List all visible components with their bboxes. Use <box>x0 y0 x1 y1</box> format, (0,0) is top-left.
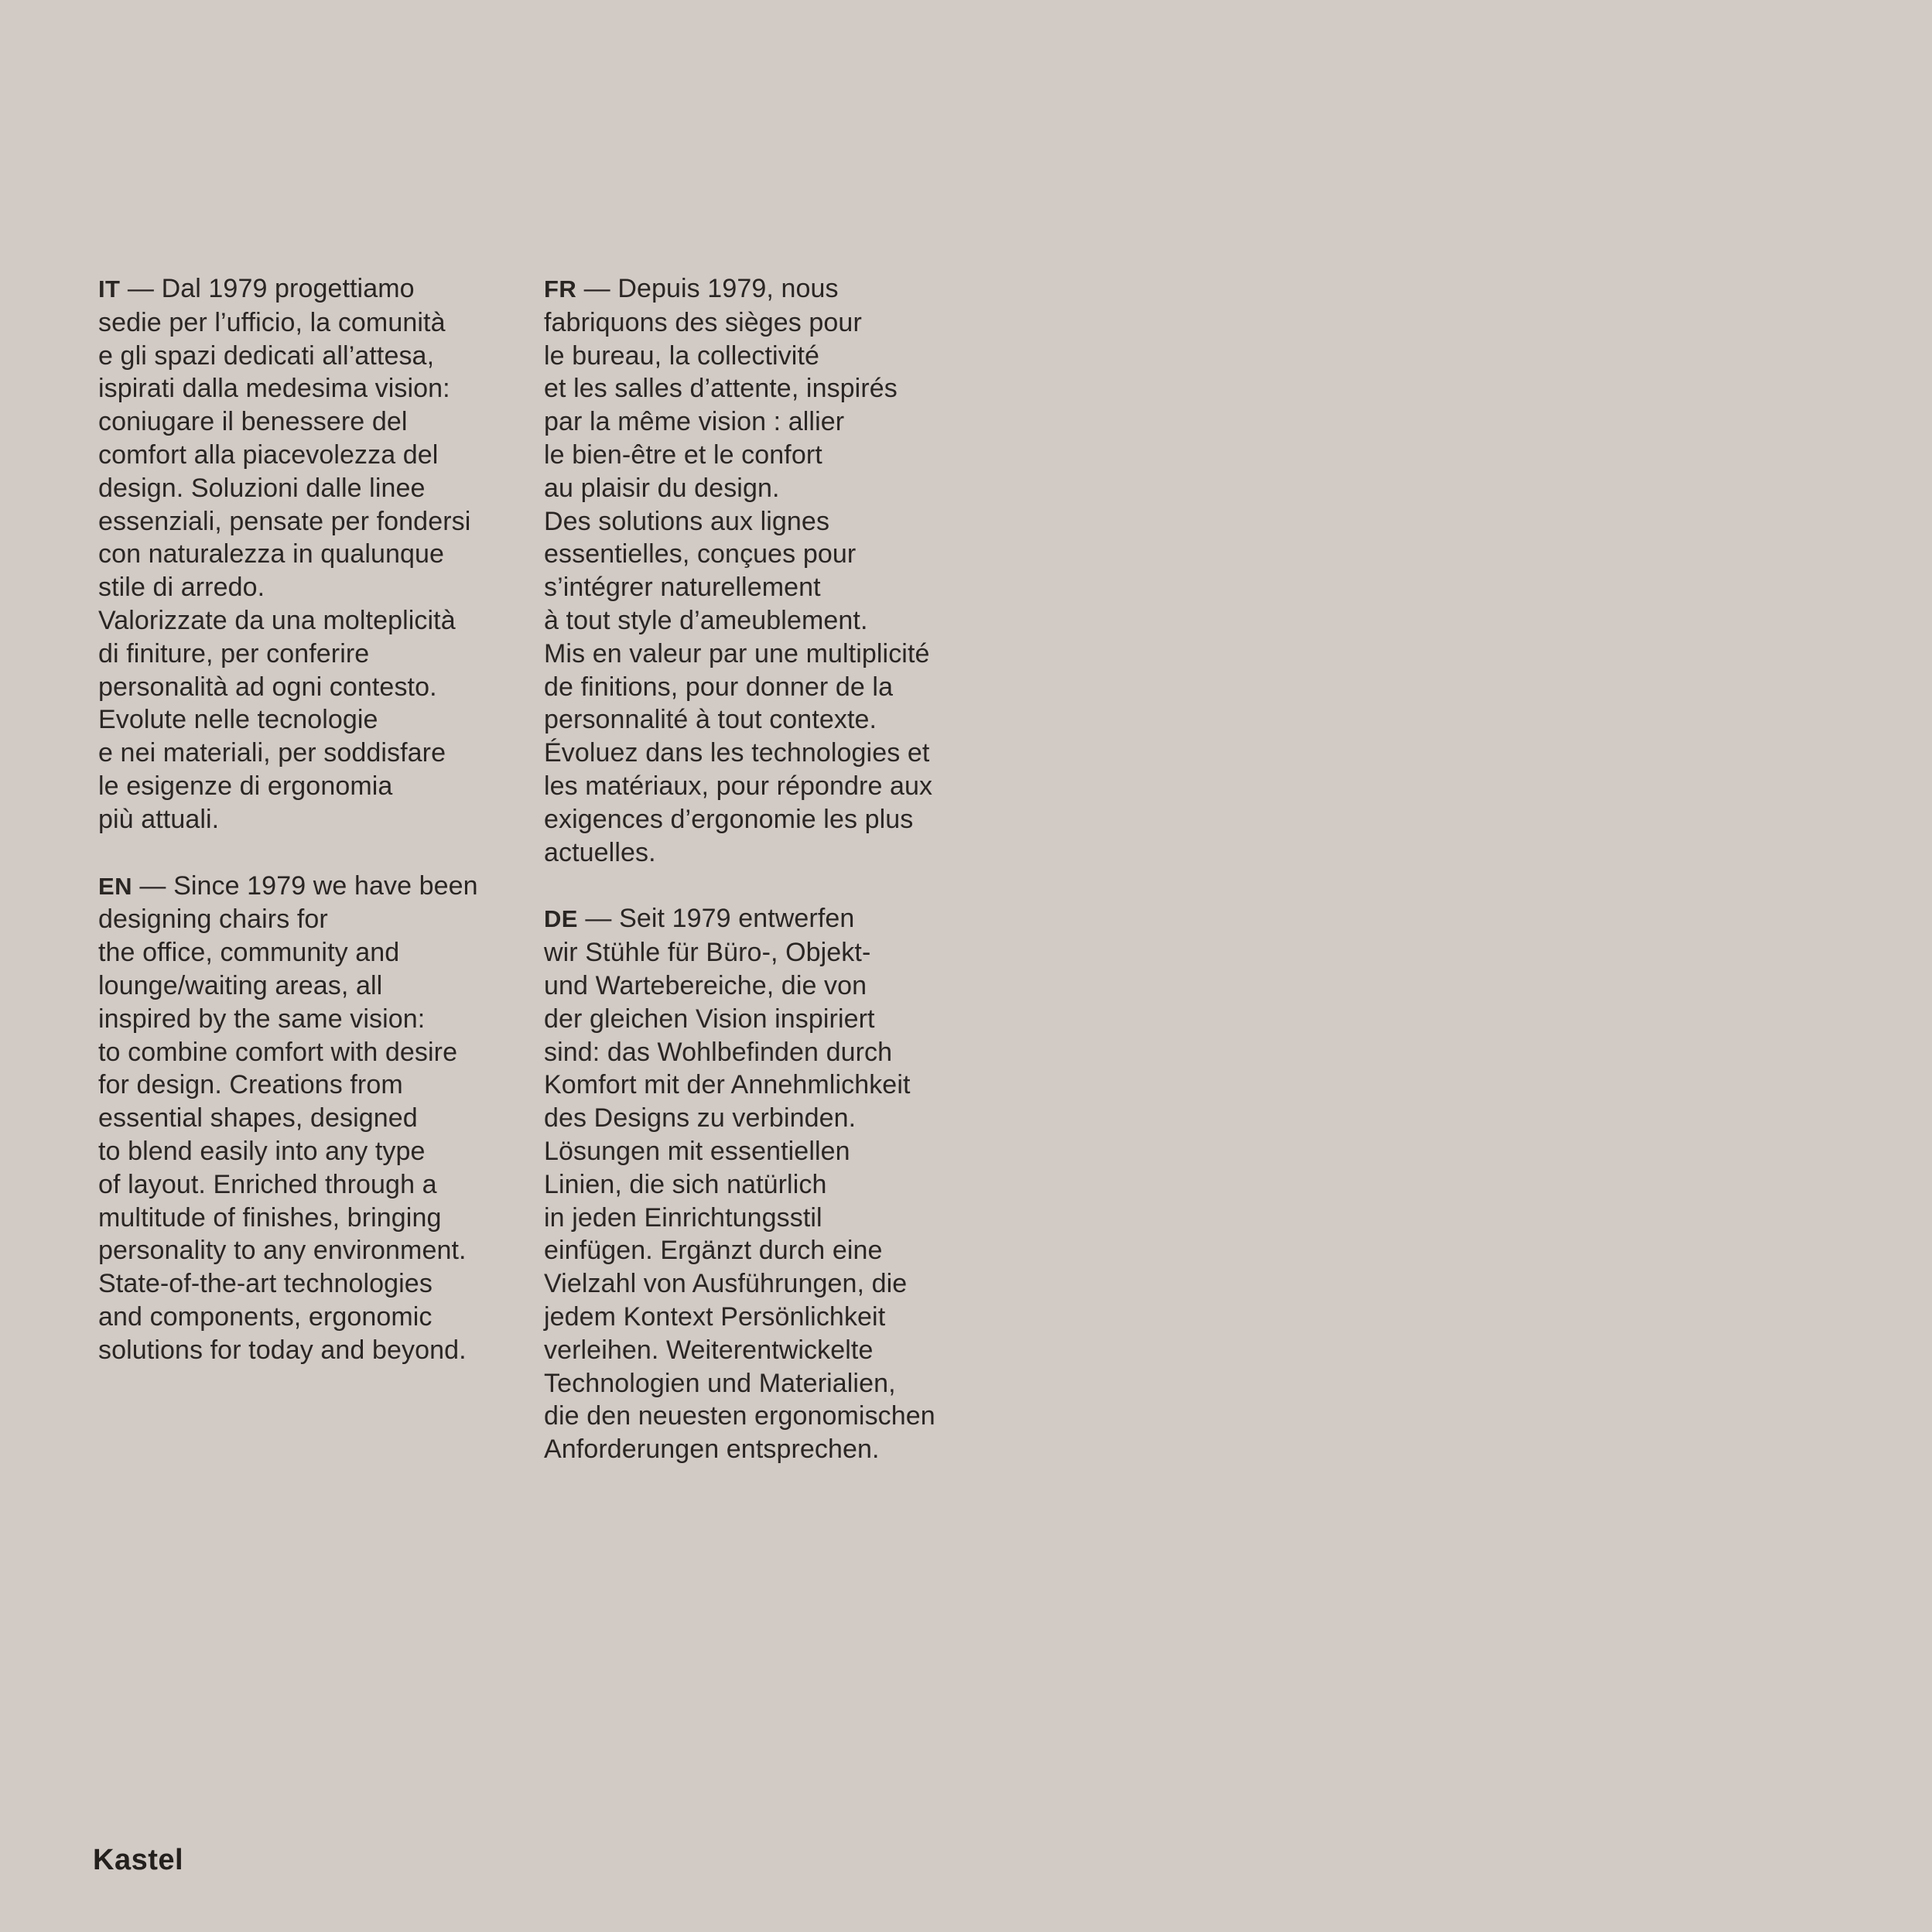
text-line: inspired by the same vision: <box>98 1004 426 1034</box>
text-line: for design. Creations from <box>98 1070 403 1100</box>
text-block-en <box>98 870 532 1367</box>
text-line: essential shapes, designed <box>98 1103 418 1134</box>
text-line: of layout. Enriched through a <box>98 1169 437 1199</box>
text-line: e nei materiali, per soddisfare <box>98 738 446 768</box>
language-code: EN <box>98 872 132 900</box>
text-line: Évoluez dans les technologies et <box>544 738 930 768</box>
text-line <box>98 272 532 306</box>
text-line <box>544 272 977 306</box>
text-line: et les salles d’attente, inspirés <box>544 374 898 404</box>
line-text: Since 1979 we have been <box>173 870 478 901</box>
text-line: s’intégrer naturellement <box>544 573 821 603</box>
text-line: Komfort mit der Annehmlichkeit <box>544 1070 911 1100</box>
text-line: personality to any environment. <box>98 1236 467 1266</box>
text-line: essenziali, pensate per fondersi <box>98 506 471 536</box>
text-line: coniugare il benessere del <box>98 407 408 437</box>
text-line: to blend easily into any type <box>98 1136 426 1166</box>
text-line: wir Stühle für Büro-, Objekt- <box>544 938 871 968</box>
text-line: die den neuesten ergonomischen <box>544 1401 935 1431</box>
language-code: FR <box>544 275 577 303</box>
language-code: IT <box>98 275 121 303</box>
text-line: di finiture, per conferire <box>98 638 370 669</box>
text-line: multitude of finishes, bringing <box>98 1202 442 1233</box>
text-line: exigences d’ergonomie les plus <box>544 804 914 834</box>
text-line: par la même vision : allier <box>544 407 845 437</box>
brand-logo: Kastel <box>93 1844 184 1876</box>
text-line: einfügen. Ergänzt durch eine <box>544 1236 883 1266</box>
text-line: Anforderungen entsprechen. <box>544 1434 880 1465</box>
text-line: und Wartebereiche, die von <box>544 970 867 1000</box>
line-text: Dal 1979 progettiamo <box>161 274 415 303</box>
line-text: Seit 1979 entwerfen <box>619 904 855 934</box>
text-line: sedie per l’ufficio, la comunità <box>98 307 446 337</box>
text-line: Linien, die sich natürlich <box>544 1169 827 1199</box>
text-line: and components, ergonomic <box>98 1301 433 1332</box>
text-line: personalità ad ogni contesto. <box>98 672 437 702</box>
em-dash-separator: — <box>576 274 618 303</box>
text-line: solutions for today and beyond. <box>98 1335 467 1365</box>
language-code: DE <box>544 905 578 933</box>
left-column <box>98 272 532 1400</box>
text-line: Des solutions aux lignes <box>544 506 830 536</box>
text-line: Lösungen mit essentiellen <box>544 1136 850 1166</box>
text-line: der gleichen Vision inspiriert <box>544 1004 875 1034</box>
em-dash-separator: — <box>120 274 162 303</box>
text-line: le bureau, la collectivité <box>544 340 820 371</box>
text-line: au plaisir du design. <box>544 473 780 503</box>
text-block-fr <box>544 272 977 869</box>
text-line: verleihen. Weiterentwickelte <box>544 1335 874 1365</box>
text-line: ispirati dalla medesima vision: <box>98 374 450 404</box>
text-line: Vielzahl von Ausführungen, die <box>544 1269 908 1299</box>
text-line: designing chairs for <box>98 904 328 935</box>
text-block-de <box>544 902 977 1466</box>
text-line: to combine comfort with desire <box>98 1037 458 1067</box>
text-line <box>98 870 532 904</box>
em-dash-separator: — <box>132 870 174 901</box>
text-line: Evolute nelle tecnologie <box>98 705 378 735</box>
right-column <box>544 272 977 1499</box>
text-line: e gli spazi dedicati all’attesa, <box>98 340 435 371</box>
text-line: più attuali. <box>98 804 220 834</box>
text-line: à tout style d’ameublement. <box>544 605 868 635</box>
text-line: Valorizzate da una molteplicità <box>98 605 456 635</box>
text-line: design. Soluzioni dalle linee <box>98 473 426 503</box>
text-line: Technologien und Materialien, <box>544 1368 896 1398</box>
text-line: les matériaux, pour répondre aux <box>544 771 933 801</box>
line-text: Depuis 1979, nous <box>617 274 839 303</box>
text-line: sind: das Wohlbefinden durch <box>544 1037 893 1067</box>
text-line: comfort alla piacevolezza del <box>98 439 439 470</box>
text-line <box>544 902 977 936</box>
text-line: personnalité à tout contexte. <box>544 705 877 735</box>
text-line: the office, community and <box>98 938 400 968</box>
text-line: actuelles. <box>544 837 656 867</box>
text-line: essentielles, conçues pour <box>544 539 857 569</box>
text-block-it <box>98 272 532 836</box>
text-line: stile di arredo. <box>98 573 265 603</box>
text-line: lounge/waiting areas, all <box>98 970 383 1000</box>
text-line: State-of-the-art technologies <box>98 1269 433 1299</box>
text-line: fabriquons des sièges pour <box>544 307 862 337</box>
text-line: de finitions, pour donner de la <box>544 672 894 702</box>
text-line: con naturalezza in qualunque <box>98 539 445 569</box>
text-line: jedem Kontext Persönlichkeit <box>544 1301 886 1332</box>
text-line: des Designs zu verbinden. <box>544 1103 857 1134</box>
em-dash-separator: — <box>577 904 620 934</box>
text-line: Mis en valeur par une multiplicité <box>544 638 930 669</box>
text-line: in jeden Einrichtungsstil <box>544 1202 822 1233</box>
text-line: le esigenze di ergonomia <box>98 771 393 801</box>
text-line: le bien-être et le confort <box>544 439 822 470</box>
